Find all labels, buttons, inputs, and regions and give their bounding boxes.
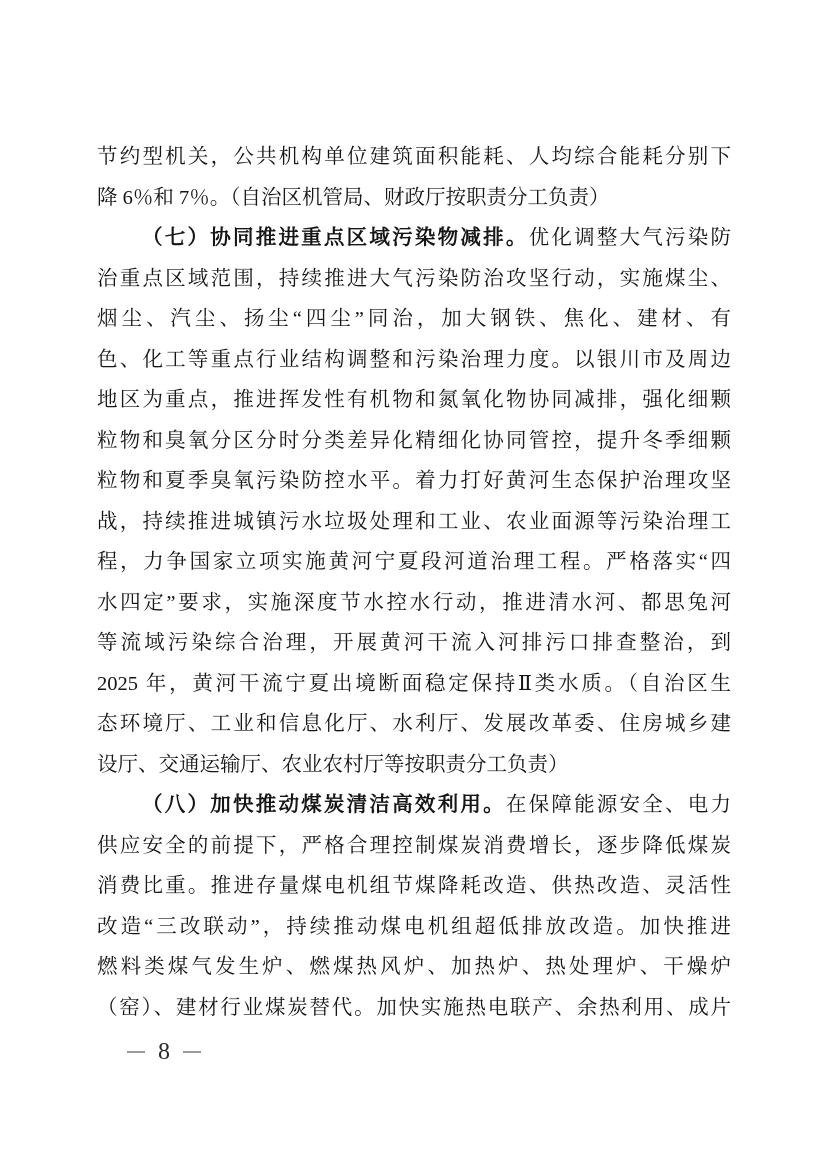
text-line — [97, 380, 731, 421]
footer-left-dash — [127, 1051, 145, 1053]
text-line — [97, 178, 731, 219]
line-text: 节约型机关，公共机构单位建筑面积能耗、人均综合能耗分别下 — [97, 146, 731, 168]
text-line — [97, 421, 731, 462]
page-footer — [127, 1036, 201, 1068]
text-line — [97, 947, 731, 988]
text-line — [97, 907, 731, 948]
text-line — [97, 137, 731, 178]
text-line — [97, 988, 731, 1029]
text-line — [97, 461, 731, 502]
line-text: 程，力争国家立项实施黄河宁夏段河道治理工程。严格落实“四 — [97, 551, 731, 573]
line-text: 治重点区域范围，持续推进大气污染防治攻坚行动，实施煤尘、 — [97, 267, 731, 290]
footer-right-dash — [183, 1051, 201, 1053]
line-text: 水四定”要求，实施深度节水控水行动，推进清水河、都思兔河 — [97, 591, 731, 614]
text-line — [97, 583, 731, 624]
text-line — [97, 704, 731, 745]
text-line — [97, 623, 731, 664]
document-body-text — [97, 137, 731, 1028]
line-text: 色、化工等重点行业结构调整和污染治理力度。以银川市及周边 — [97, 348, 731, 371]
text-line — [97, 745, 731, 786]
line-text: 战，持续推进城镇污水垃圾处理和工业、农业面源等污染治理工 — [97, 510, 731, 533]
text-line-section-8-heading — [97, 785, 731, 826]
line-text: 供应安全的前提下，严格合理控制煤炭消费增长，逐步降低煤炭 — [97, 834, 731, 857]
line-text: 2025 年，黄河干流宁夏出境断面稳定保持Ⅱ类水质。（自治区生 — [97, 672, 731, 695]
section-lead: （七）协同推进重点区域污染物减排。 — [142, 227, 529, 249]
section-lead: （八）加快推动煤炭清洁高效利用。 — [142, 794, 506, 816]
text-line-section-7-heading — [97, 218, 731, 259]
line-text: 粒物和臭氧分区分时分类差异化精细化协同管控，提升冬季细颗 — [97, 429, 731, 452]
line-text: 燃料类煤气发生炉、燃煤热风炉、加热炉、热处理炉、干燥炉 — [97, 956, 731, 978]
line-text: 粒物和夏季臭氧污染防控水平。着力打好黄河生态保护治理攻坚 — [97, 470, 731, 492]
line-text: 改造“三改联动”，持续推动煤电机组超低排放改造。加快推进 — [97, 915, 731, 938]
text-line — [97, 299, 731, 340]
text-line — [97, 664, 731, 705]
text-line — [97, 340, 731, 381]
page-number: 8 — [158, 1039, 170, 1065]
line-text: 地区为重点，推进挥发性有机物和氮氧化物协同减排，强化细颗 — [97, 389, 731, 411]
text-line — [97, 542, 731, 583]
line-text: 等流域污染综合治理，开展黄河干流入河排污口排查整治，到 — [97, 632, 731, 654]
text-line — [97, 259, 731, 300]
text-line — [97, 502, 731, 543]
line-text: 设厅、交通运输厅、农业农村厅等按职责分工负责） — [97, 753, 569, 776]
line-text: 降 6％和 7％。（自治区机管局、财政厅按职责分工负责） — [97, 186, 610, 209]
text-line — [97, 866, 731, 907]
text-line — [97, 826, 731, 867]
line-text: 烟尘、汽尘、扬尘“四尘”同治，加大钢铁、焦化、建材、有 — [97, 308, 731, 330]
line-text: 消费比重。推进存量煤电机组节煤降耗改造、供热改造、灵活性 — [97, 875, 731, 897]
line-text: 在保障能源安全、电力 — [505, 794, 732, 816]
line-text: （窑）、建材行业煤炭替代。加快实施热电联产、余热利用、成片 — [97, 996, 731, 1019]
line-text: 态环境厅、工业和信息化厅、水利厅、发展改革委、住房城乡建 — [97, 713, 731, 735]
line-text: 优化调整大气污染防 — [528, 227, 732, 249]
